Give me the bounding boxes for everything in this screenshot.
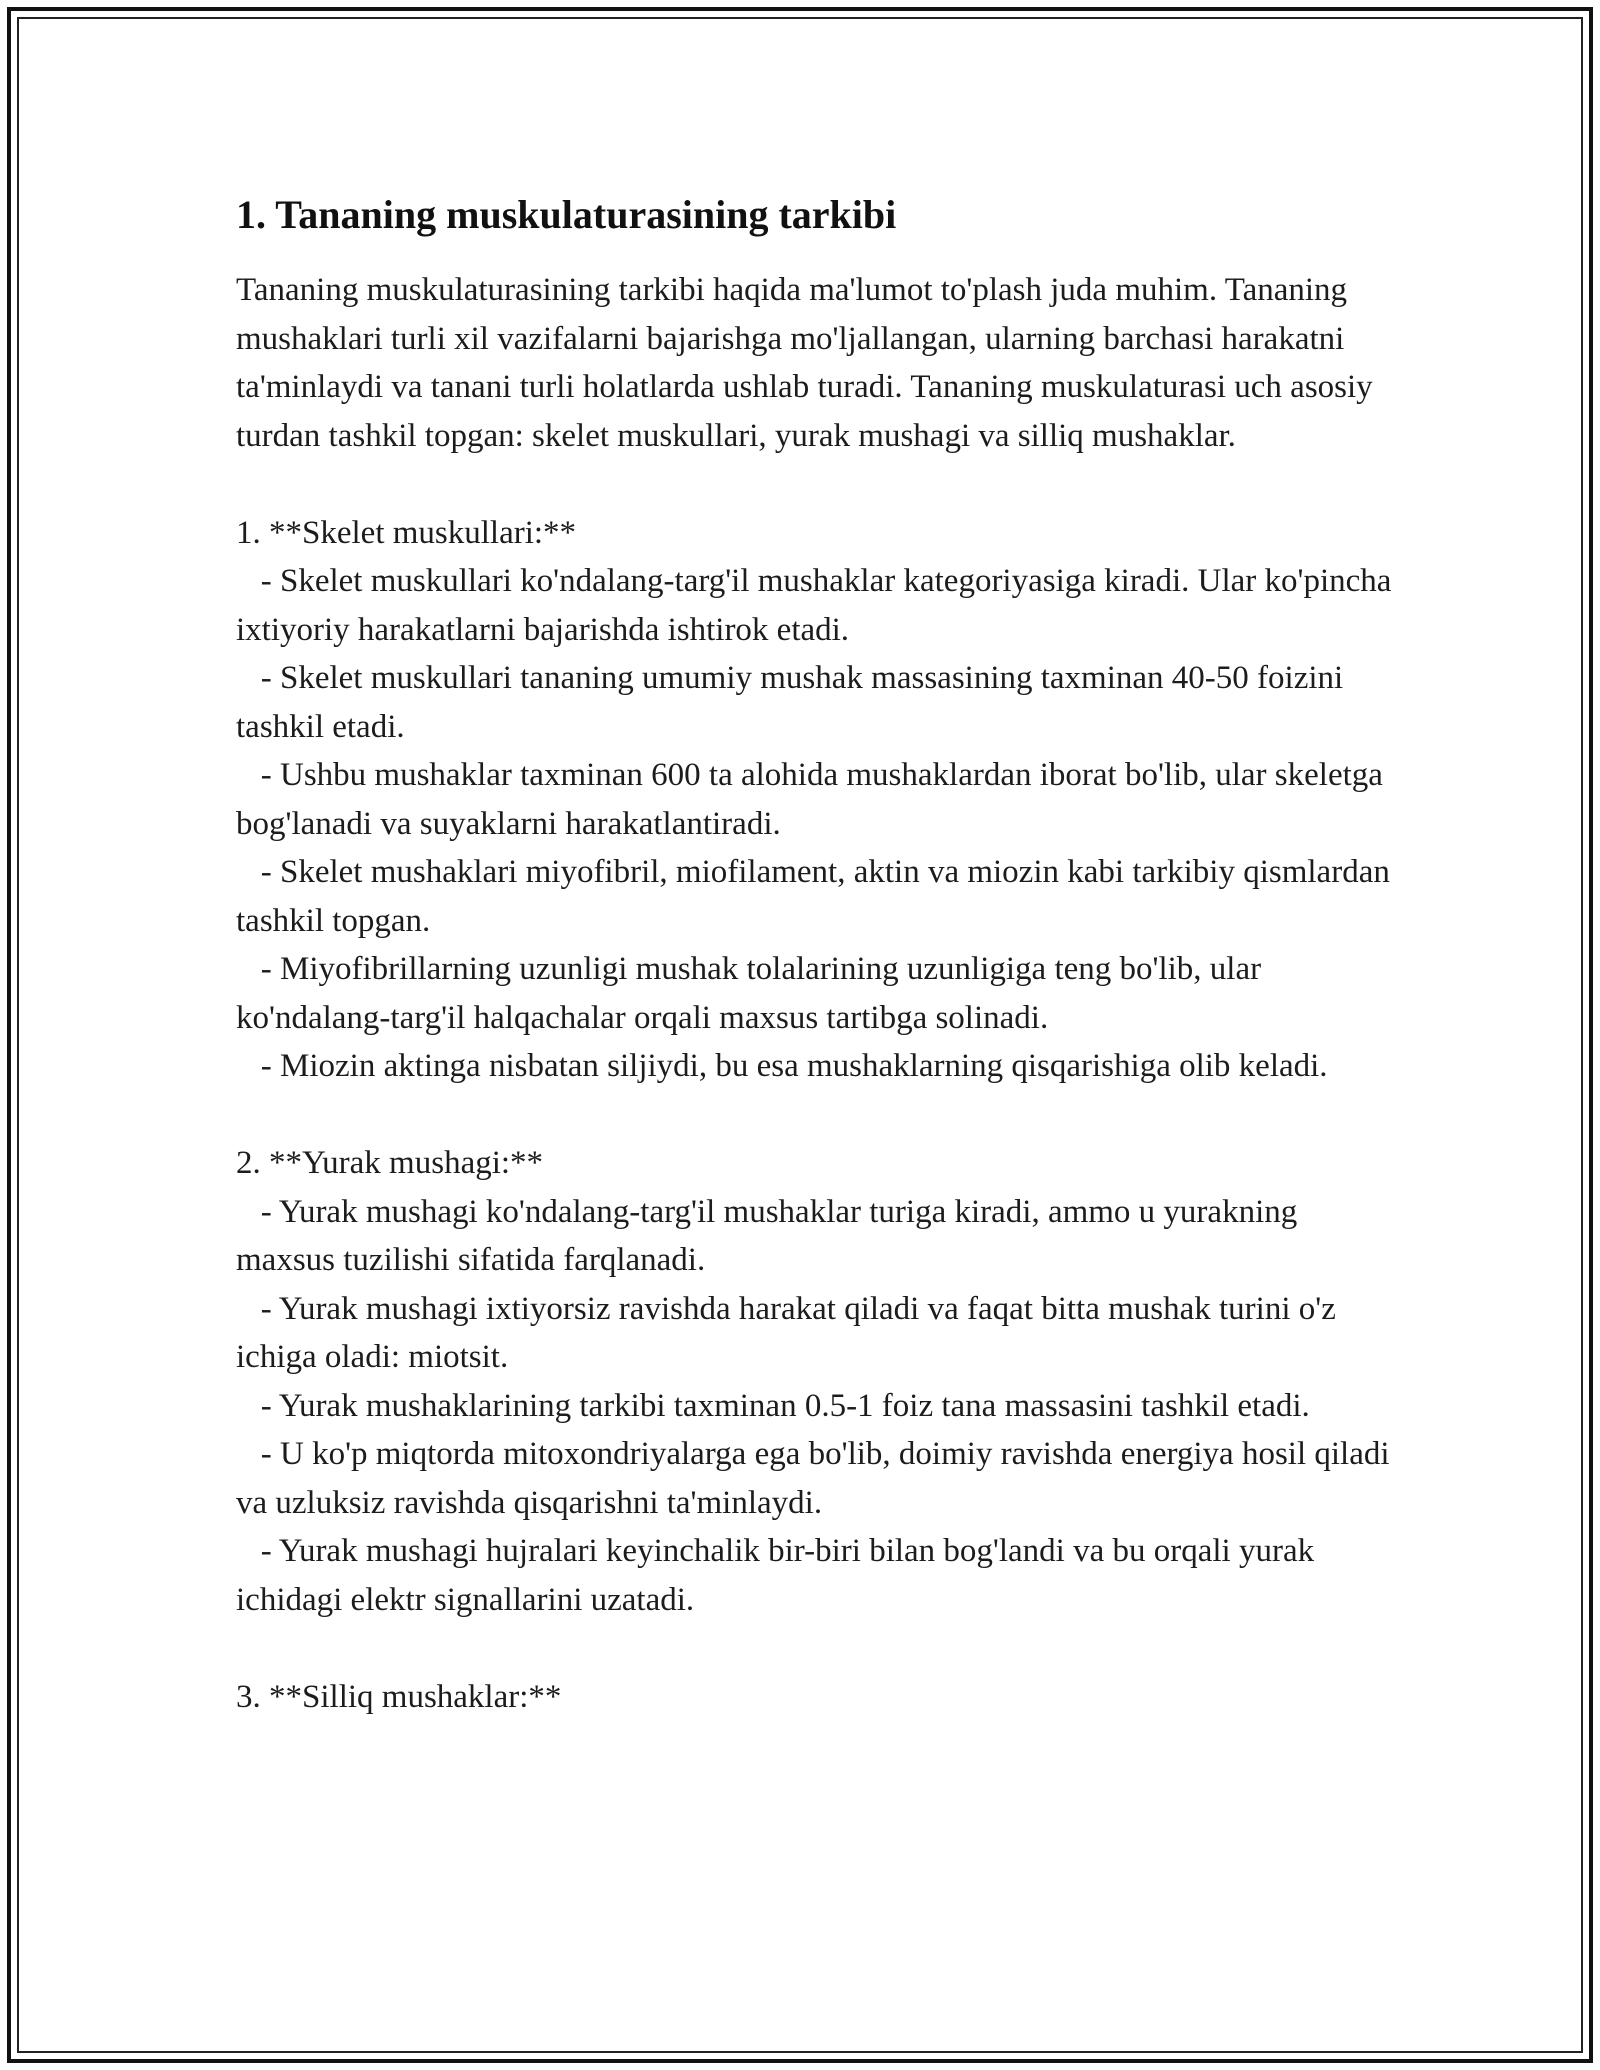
list-item: - Yurak mushaklarining tarkibi taxminan 0.5-1 foiz tana massasini tashkil etadi. — [236, 1387, 1310, 1424]
paragraph-gap — [236, 1091, 1396, 1140]
section-silliq — [236, 1673, 1396, 1722]
paragraph-gap — [236, 460, 1396, 509]
list-item: - Ushbu mushaklar taxminan 600 ta alohida mushaklardan iborat bo'lib, ular skeletga bog'lanadi va suyaklarni harakatlantiradi. — [236, 757, 1392, 842]
document-heading: 1. Tananing muskulaturasining tarkibi — [236, 192, 897, 237]
list-item: - Skelet muskullari ko'ndalang-targ'il mushaklar kategoriyasiga kiradi. Ular ko'pincha ixtiyoriy harakatlarni bajarishda ishtirok etadi. — [236, 563, 1400, 648]
section-title: 2. **Yurak mushagi:** — [236, 1145, 544, 1181]
paragraph-gap — [236, 1624, 1396, 1673]
section-title: 1. **Skelet muskullari:** — [236, 514, 577, 551]
list-item: - Skelet mushaklari miyofibril, miofilament, aktin va miozin kabi tarkibiy qismlardan tashkil topgan. — [236, 854, 1399, 939]
list-item: - Yurak mushagi ko'ndalang-targ'il mushaklar turiga kiradi, ammo u yurakning maxsus tuzilishi sifatida farqlanadi. — [236, 1193, 1306, 1278]
list-item: - Skelet muskullari tananing umumiy mushak massasining taxminan 40-50 foizini tashkil etadi. — [236, 660, 1352, 745]
section-skelet — [236, 509, 1400, 1091]
list-item: - Miozin aktinga nisbatan siljiydi, bu esa mushaklarning qisqarishiga olib keladi. — [236, 1048, 1328, 1084]
intro-paragraph: Tananing muskulaturasining tarkibi haqida ma'lumot to'plash juda muhim. Tananing mushaklari turli xil vazifalarni bajarishga mo'ljallangan, ularning barchasi harakatni ta'minlaydi va tanani turli holatlarda ushlab turadi. Tananing muskulaturasi uch asosiy turdan tashkil topgan: skelet muskullari, yurak mushagi va silliq mushaklar. — [236, 272, 1381, 454]
list-item: - Miyofibrillarning uzunligi mushak tolalarining uzunligiga teng bo'lib, ular ko'ndalang-targ'il halqachalar orqali maxsus tartibga solinadi. — [236, 951, 1270, 1036]
section-yurak — [236, 1139, 1396, 1624]
section-title: 3. **Silliq mushaklar:** — [236, 1678, 562, 1715]
document-body — [236, 186, 1400, 1721]
list-item: - U ko'p miqtorda mitoxondriyalarga ega bo'lib, doimiy ravishda energiya hosil qiladi va uzluksiz ravishda qisqarishni ta'minlaydi. — [236, 1436, 1398, 1521]
list-item: - Yurak mushagi ixtiyorsiz ravishda harakat qiladi va faqat bitta mushak turini o'z ichiga oladi: miotsit. — [236, 1290, 1345, 1375]
list-item: - Yurak mushagi hujralari keyinchalik bir-biri bilan bog'landi va bu orqali yurak ichidagi elektr signallarini uzatadi. — [236, 1533, 1323, 1618]
